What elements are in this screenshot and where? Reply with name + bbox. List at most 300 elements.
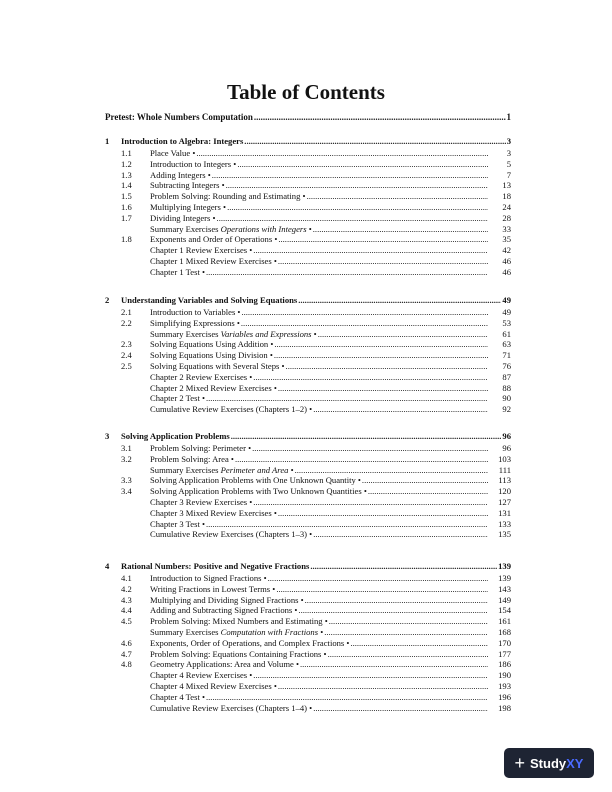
entry-line <box>150 361 511 372</box>
toc-entry[interactable] <box>105 659 511 670</box>
entry-line <box>150 180 511 191</box>
entry-line <box>150 234 511 245</box>
chapter-page: 3 <box>506 136 511 146</box>
toc-entry[interactable] <box>105 213 511 224</box>
chapter-heading[interactable] <box>105 136 511 146</box>
entry-page: 161 <box>498 616 511 627</box>
toc-entry[interactable] <box>105 361 511 372</box>
entry-title <box>150 318 240 329</box>
entry-page: 139 <box>498 573 511 583</box>
section-number: 4.7 <box>121 648 132 659</box>
entry-title <box>150 670 252 681</box>
entry-page: 18 <box>502 191 511 202</box>
pretest-page: 1 <box>506 112 511 122</box>
entry-page: 193 <box>498 680 511 691</box>
toc-entry[interactable] <box>105 573 511 584</box>
entry-line <box>150 372 511 383</box>
toc-entry[interactable] <box>105 670 511 681</box>
chapter-heading[interactable] <box>105 561 511 571</box>
chapter-page: 49 <box>502 295 511 305</box>
leader-dots <box>227 202 488 213</box>
entry-text: Summary Exercises <box>150 464 219 475</box>
leader-dots <box>298 605 488 616</box>
toc-entry[interactable] <box>105 519 511 530</box>
chapter-number: 4 <box>105 561 110 571</box>
chapter-title: Introduction to Algebra: Integers <box>121 136 244 146</box>
entry-title <box>150 350 273 361</box>
entry-title <box>150 454 234 465</box>
toc-entry[interactable] <box>105 159 511 170</box>
entry-text: Introduction to Variables • <box>150 307 241 317</box>
plus-icon: + <box>514 753 526 773</box>
leader-dots <box>318 329 488 340</box>
entry-line <box>150 584 511 595</box>
entry-title <box>150 703 312 714</box>
leader-dots <box>206 519 488 530</box>
toc-entry[interactable] <box>105 191 511 202</box>
toc-entry[interactable] <box>105 234 511 245</box>
entry-title <box>150 584 275 595</box>
entry-text: Chapter 2 Mixed Review Exercises • <box>150 382 277 393</box>
entry-title <box>150 180 225 191</box>
leader-dots <box>298 295 501 305</box>
leader-dots <box>254 112 506 122</box>
chapter-block <box>105 431 511 540</box>
leader-dots <box>278 234 488 245</box>
leader-dots <box>253 670 488 681</box>
entry-italic-text: Operations with Integers <box>220 223 307 234</box>
entry-line <box>150 519 511 530</box>
toc-entry[interactable] <box>105 180 511 191</box>
entry-text: Problem Solving: Perimeter • <box>150 443 252 453</box>
entry-italic-text: Variables and Expressions <box>220 328 312 339</box>
chapter-block <box>105 561 511 713</box>
toc-entry[interactable] <box>105 245 511 256</box>
leader-dots <box>226 180 488 191</box>
entry-page: 3 <box>506 148 511 158</box>
entry-text: Chapter 2 Review Exercises • <box>150 371 253 382</box>
leader-dots <box>206 692 488 703</box>
entry-page: 5 <box>506 158 511 169</box>
toc-entry[interactable] <box>105 638 511 649</box>
entry-text: Solving Application Problems with Two Unknown Quantities • <box>150 486 367 497</box>
leader-dots <box>324 627 488 638</box>
entry-text: Problem Solving: Mixed Numbers and Estimating • <box>150 616 328 627</box>
chapter-heading[interactable] <box>105 431 511 441</box>
toc-entry[interactable] <box>105 443 511 454</box>
entry-page: 46 <box>502 266 511 277</box>
leader-dots <box>278 508 488 519</box>
entry-title <box>150 638 349 649</box>
toc-entry[interactable] <box>105 224 511 235</box>
toc-entry[interactable] <box>105 616 511 627</box>
logo-text-xy: XY <box>566 755 584 771</box>
entry-page: 177 <box>498 648 511 659</box>
toc-entry[interactable] <box>105 170 511 181</box>
entry-line <box>150 339 511 350</box>
entry-title <box>150 681 277 692</box>
entry-title <box>150 159 236 170</box>
toc-entry[interactable] <box>105 148 511 159</box>
toc-entry[interactable] <box>105 508 511 519</box>
entry-text: Exponents, Order of Operations, and Complex Fractions • <box>150 637 350 648</box>
entry-page: 33 <box>502 223 511 234</box>
toc-entry[interactable] <box>105 486 511 497</box>
entry-page: 24 <box>502 201 511 212</box>
entry-text: Chapter 1 Review Exercises • <box>150 245 253 256</box>
toc-entry[interactable] <box>105 383 511 394</box>
entry-line <box>150 245 511 256</box>
toc-entry[interactable] <box>105 475 511 486</box>
toc-entry[interactable] <box>105 703 511 714</box>
entry-title <box>150 213 216 224</box>
entry-page: 135 <box>498 529 511 540</box>
entry-line <box>150 573 511 584</box>
entry-title <box>150 339 273 350</box>
entry-line <box>150 703 511 714</box>
toc-entry[interactable] <box>105 404 511 415</box>
leader-dots <box>313 703 488 714</box>
entry-page: 190 <box>498 670 511 681</box>
entry-bullet: • <box>311 328 317 339</box>
leader-dots <box>286 361 488 372</box>
entry-page: 186 <box>498 659 511 670</box>
entry-title <box>150 224 312 235</box>
leader-dots <box>235 454 488 465</box>
leader-dots <box>276 584 488 595</box>
entry-page: 103 <box>498 453 511 464</box>
entry-text: Summary Exercises <box>150 223 219 234</box>
entry-text: Multiplying and Dividing Signed Fractions • <box>150 594 304 605</box>
entry-text: Cumulative Review Exercises (Chapters 1–3) • <box>150 529 313 540</box>
section-number: 1.2 <box>121 158 132 169</box>
toc-entry[interactable] <box>105 692 511 703</box>
leader-dots <box>274 339 488 350</box>
entry-title <box>150 529 312 540</box>
pretest-entry[interactable] <box>105 112 511 122</box>
section-number: 1.6 <box>121 201 132 212</box>
entry-line <box>150 497 511 508</box>
entry-page: 90 <box>502 393 511 404</box>
entry-line <box>150 404 511 415</box>
leader-dots <box>237 159 488 170</box>
leader-dots <box>253 245 488 256</box>
entry-line <box>150 256 511 267</box>
leader-dots <box>368 486 488 497</box>
entry-line <box>150 681 511 692</box>
entry-page: 96 <box>502 443 511 453</box>
toc-entry[interactable] <box>105 605 511 616</box>
entry-line <box>150 318 511 329</box>
entry-text: Adding Integers • <box>150 169 211 180</box>
entry-bullet: • <box>288 464 294 475</box>
leader-dots <box>329 616 488 627</box>
entry-line <box>150 605 511 616</box>
entry-italic-text: Computation with Fractions <box>220 626 319 637</box>
entry-text: Dividing Integers • <box>150 212 216 223</box>
entry-text: Exponents and Order of Operations • <box>150 234 278 245</box>
chapter-block <box>105 136 511 278</box>
toc-entry[interactable] <box>105 649 511 660</box>
toc-entry[interactable] <box>105 595 511 606</box>
section-number: 4.4 <box>121 605 132 616</box>
entry-line <box>150 616 511 627</box>
entry-page: 131 <box>498 507 511 518</box>
entry-title <box>150 497 252 508</box>
entry-text: Solving Equations with Several Steps • <box>150 360 285 371</box>
chapter-number: 2 <box>105 295 110 305</box>
entry-title <box>150 245 252 256</box>
section-number: 3.1 <box>121 443 132 453</box>
entry-line <box>150 638 511 649</box>
entry-text: Problem Solving: Rounding and Estimating • <box>150 191 306 202</box>
toc-entry[interactable] <box>105 627 511 638</box>
entry-title <box>150 616 328 627</box>
entry-title <box>150 605 297 616</box>
entry-title <box>150 404 312 415</box>
entry-text: Chapter 2 Test • <box>150 393 205 404</box>
entry-text: Chapter 1 Test • <box>150 266 205 277</box>
entry-title <box>150 443 251 454</box>
entry-line <box>150 213 511 224</box>
toc-entry[interactable] <box>105 497 511 508</box>
entry-italic-text: Perimeter and Area <box>220 464 289 475</box>
chapter-title: Solving Application Problems <box>121 431 230 441</box>
entry-text: Solving Equations Using Addition • <box>150 339 274 350</box>
entry-text: Solving Application Problems with One Unknown Quantity • <box>150 475 361 486</box>
entry-title <box>150 692 205 703</box>
entry-page: 196 <box>498 691 511 702</box>
leader-dots <box>196 148 488 159</box>
entry-title <box>150 202 226 213</box>
entry-line <box>150 595 511 606</box>
entry-text: Place Value • <box>150 148 196 158</box>
entry-page: 61 <box>502 328 511 339</box>
entry-line <box>150 454 511 465</box>
leader-dots <box>253 497 488 508</box>
studyxy-logo <box>504 748 594 778</box>
entry-text: Solving Equations Using Division • <box>150 350 273 361</box>
entry-text: Cumulative Review Exercises (Chapters 1–4) • <box>150 702 313 713</box>
entry-text: Multiplying Integers • <box>150 201 227 212</box>
entry-line <box>150 486 511 497</box>
leader-dots <box>313 404 488 415</box>
entry-line <box>150 267 511 278</box>
chapter-page: 96 <box>502 431 511 441</box>
entry-text: Subtracting Integers • <box>150 180 225 191</box>
entry-page: 49 <box>502 307 511 317</box>
entry-line <box>150 307 511 318</box>
logo-text-study: Study <box>530 755 567 771</box>
leader-dots <box>241 307 488 318</box>
entry-text: Problem Solving: Area • <box>150 453 234 464</box>
entry-text: Simplifying Expressions • <box>150 317 240 328</box>
entry-line <box>150 659 511 670</box>
entry-page: 154 <box>498 605 511 616</box>
entry-title <box>150 307 240 318</box>
entry-title <box>150 329 317 340</box>
entry-line <box>150 627 511 638</box>
entry-title <box>150 573 267 584</box>
toc-entry[interactable] <box>105 350 511 361</box>
entry-text: Chapter 3 Review Exercises • <box>150 496 253 507</box>
entry-page: 198 <box>498 702 511 713</box>
entry-line <box>150 670 511 681</box>
chapter-block <box>105 295 511 415</box>
section-number: 1.4 <box>121 180 132 191</box>
toc-entry[interactable] <box>105 584 511 595</box>
leader-dots <box>244 136 505 146</box>
entry-page: 127 <box>498 496 511 507</box>
entry-title <box>150 519 205 530</box>
toc-entry[interactable] <box>105 372 511 383</box>
toc-entry[interactable] <box>105 202 511 213</box>
entry-title <box>150 361 285 372</box>
entry-line <box>150 393 511 404</box>
leader-dots <box>278 383 488 394</box>
entry-line <box>150 224 511 235</box>
entry-line <box>150 159 511 170</box>
entry-text: Writing Fractions in Lowest Terms • <box>150 583 276 594</box>
entry-text: Introduction to Integers • <box>150 158 237 169</box>
leader-dots <box>310 561 497 571</box>
leader-dots <box>362 475 488 486</box>
chapter-title: Understanding Variables and Solving Equations <box>121 295 298 305</box>
leader-dots <box>278 256 488 267</box>
entry-title <box>150 170 211 181</box>
leader-dots <box>350 638 488 649</box>
leader-dots <box>328 649 488 660</box>
pretest-label: Pretest: Whole Numbers Computation <box>105 112 253 122</box>
toc-entry[interactable] <box>105 393 511 404</box>
entry-line <box>150 170 511 181</box>
entry-line <box>150 475 511 486</box>
entry-line <box>150 350 511 361</box>
chapter-number: 3 <box>105 431 110 441</box>
section-number: 1.3 <box>121 169 132 180</box>
leader-dots <box>212 170 488 181</box>
entry-line <box>150 692 511 703</box>
toc-entry[interactable] <box>105 318 511 329</box>
section-number: 1.5 <box>121 191 132 202</box>
toc-entry[interactable] <box>105 267 511 278</box>
leader-dots <box>295 465 488 476</box>
section-number: 3.4 <box>121 486 132 497</box>
entry-page: 143 <box>498 583 511 594</box>
entry-text: Summary Exercises <box>150 626 219 637</box>
entry-page: 42 <box>502 245 511 256</box>
leader-dots <box>206 393 488 404</box>
entry-title <box>150 234 277 245</box>
section-number: 3.2 <box>121 453 132 464</box>
leader-dots <box>241 318 488 329</box>
leader-dots <box>217 213 488 224</box>
entry-page: 168 <box>498 626 511 637</box>
entry-line <box>150 329 511 340</box>
entry-text: Geometry Applications: Area and Volume • <box>150 659 299 670</box>
entry-line <box>150 383 511 394</box>
section-number: 4.1 <box>121 573 132 583</box>
section-number: 4.8 <box>121 659 132 670</box>
section-number: 4.3 <box>121 594 132 605</box>
entry-bullet: • <box>318 626 324 637</box>
section-number: 3.3 <box>121 475 132 486</box>
entry-line <box>150 202 511 213</box>
toc-entry[interactable] <box>105 681 511 692</box>
entry-page: 7 <box>506 169 511 180</box>
entry-title <box>150 649 327 660</box>
entry-text: Cumulative Review Exercises (Chapters 1–2) • <box>150 404 313 415</box>
leader-dots <box>253 372 488 383</box>
toc-entry[interactable] <box>105 339 511 350</box>
section-number: 1.8 <box>121 234 132 245</box>
entry-page: 92 <box>502 404 511 415</box>
toc-entry[interactable] <box>105 529 511 540</box>
entry-page: 113 <box>498 475 511 486</box>
leader-dots <box>305 595 488 606</box>
entry-title <box>150 475 361 486</box>
entry-text: Chapter 4 Test • <box>150 691 205 702</box>
leader-dots <box>313 529 488 540</box>
leader-dots <box>300 659 488 670</box>
leader-dots <box>313 224 488 235</box>
section-number: 1.1 <box>121 148 132 158</box>
entry-title <box>150 191 306 202</box>
toc-entry[interactable] <box>105 256 511 267</box>
section-number: 1.7 <box>121 212 132 223</box>
entry-title <box>150 372 252 383</box>
entry-page: 76 <box>502 360 511 371</box>
entry-text: Adding and Subtracting Signed Fractions • <box>150 605 298 616</box>
entry-title <box>150 393 205 404</box>
chapter-page: 139 <box>498 561 511 571</box>
entry-line <box>150 465 511 476</box>
section-number: 2.5 <box>121 360 132 371</box>
toc-entry[interactable] <box>105 329 511 340</box>
entry-text: Chapter 4 Review Exercises • <box>150 670 253 681</box>
leader-dots <box>268 573 488 584</box>
chapter-heading[interactable] <box>105 295 511 305</box>
leader-dots <box>206 267 488 278</box>
entry-page: 120 <box>498 486 511 497</box>
entry-line <box>150 529 511 540</box>
entry-page: 133 <box>498 518 511 529</box>
entry-page: 111 <box>498 464 511 475</box>
leader-dots <box>307 191 488 202</box>
entry-text: Chapter 3 Test • <box>150 518 205 529</box>
entry-title <box>150 465 294 476</box>
entry-line <box>150 649 511 660</box>
chapter-number: 1 <box>105 136 110 146</box>
entry-title <box>150 508 277 519</box>
entry-page: 170 <box>498 637 511 648</box>
toc-entry[interactable] <box>105 307 511 318</box>
entry-page: 53 <box>502 317 511 328</box>
section-number: 2.3 <box>121 339 132 350</box>
section-number: 2.1 <box>121 307 132 317</box>
entry-title <box>150 256 277 267</box>
page-title: Table of Contents <box>227 80 385 104</box>
entry-title <box>150 267 205 278</box>
entry-page: 28 <box>502 212 511 223</box>
entry-title <box>150 595 304 606</box>
section-number: 4.6 <box>121 637 132 648</box>
entry-page: 149 <box>498 594 511 605</box>
entry-title <box>150 383 277 394</box>
toc-entry[interactable] <box>105 454 511 465</box>
toc-entry[interactable] <box>105 465 511 476</box>
entry-line <box>150 508 511 519</box>
